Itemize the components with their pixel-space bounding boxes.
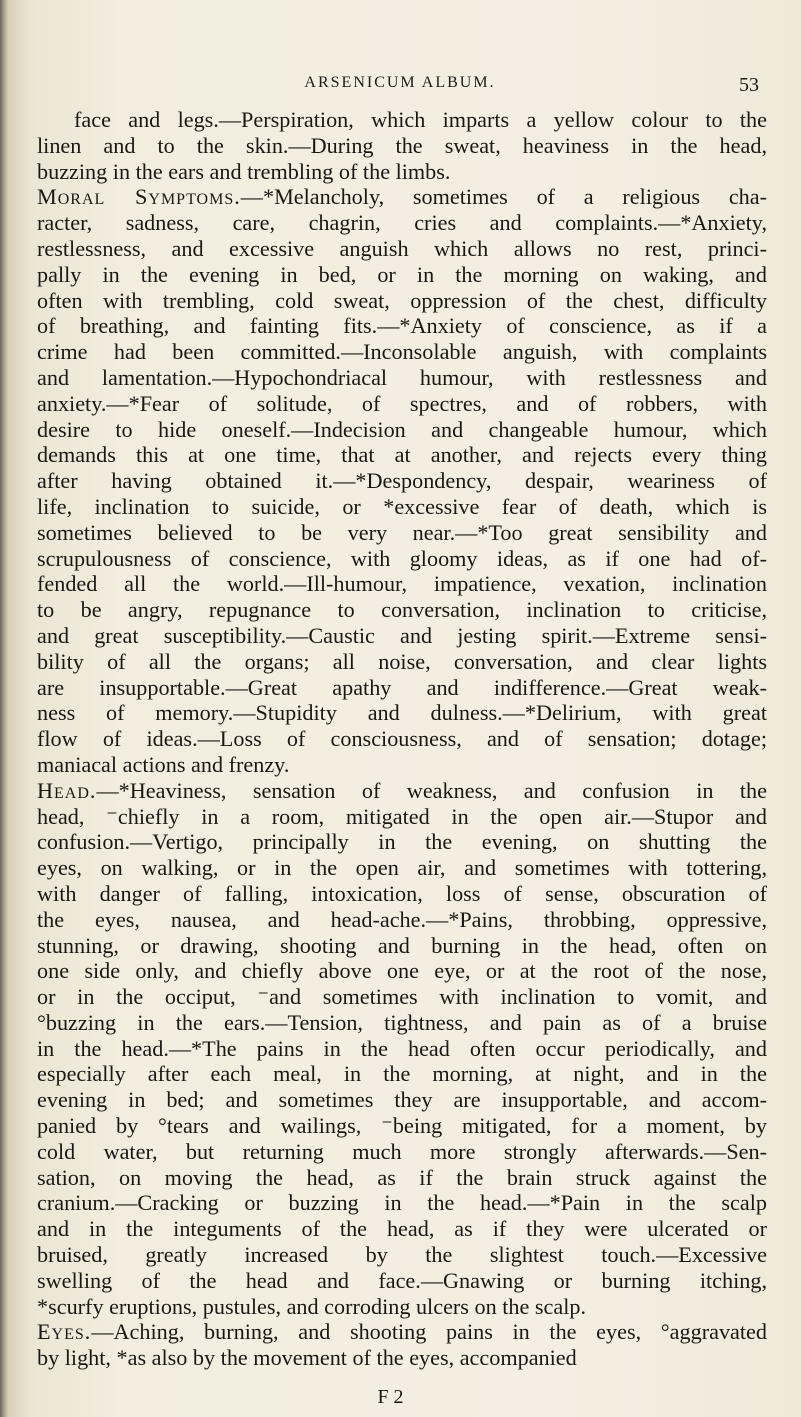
running-head xyxy=(0,74,801,100)
running-title: ARSENICUM ALBUM. xyxy=(304,74,496,91)
text-line: and in the integuments of the head, as if they were ulcerated or xyxy=(37,1216,767,1242)
text-line: are insupportable.—Great apathy and indifference.—Great weak- xyxy=(37,674,767,700)
text-line xyxy=(37,184,767,210)
section-heading: Head. xyxy=(37,777,97,803)
text-line: confusion.—Vertigo, principally in the evening, on shutting the xyxy=(37,829,767,855)
text-line: °buzzing in the ears.—Tension, tightness, and pain as of a bruise xyxy=(37,1009,767,1035)
text-line: and great susceptibility.—Caustic and jesting spirit.—Extreme sensi- xyxy=(37,622,767,648)
text-line: cold water, but returning much more strongly afterwards.—Sen- xyxy=(37,1138,767,1164)
text-line: or in the occiput, ⁻and sometimes with inclination to vomit, and xyxy=(37,984,767,1010)
paragraph-head xyxy=(37,778,767,1320)
paragraph-intro xyxy=(37,107,767,184)
text-line: *scurfy eruptions, pustules, and corroding ulcers on the scalp. xyxy=(37,1293,587,1319)
text-line: anxiety.—*Fear of solitude, of spectres, and of robbers, with xyxy=(37,390,767,416)
text-line: evening in bed; and sometimes they are insupportable, and accom- xyxy=(37,1087,767,1113)
line-text: —*Heaviness, sensation of weakness, and confusion in the xyxy=(96,777,767,803)
text-line: fended all the world.—Ill-humour, impatience, vexation, inclination xyxy=(37,571,767,597)
text-line: linen and to the skin.—During the sweat, heaviness in the head, xyxy=(37,132,767,158)
signature-mark xyxy=(0,1386,801,1409)
text-line xyxy=(37,1319,767,1345)
text-line: one side only, and chiefly above one eye, or at the root of the nose, xyxy=(37,958,767,984)
text-line: with danger of falling, intoxication, loss of sense, obscuration of xyxy=(37,880,767,906)
text-line: and lamentation.—Hypochondriacal humour, with restlessness and xyxy=(37,364,767,390)
text-line: sation, on moving the head, as if the brain struck against the xyxy=(37,1164,767,1190)
text-line: the eyes, nausea, and head-ache.—*Pains, throbbing, oppressive, xyxy=(37,906,767,932)
text-line: often with trembling, cold sweat, oppression of the chest, difficulty xyxy=(37,287,767,313)
text-line: bility of all the organs; all noise, conversation, and clear lights xyxy=(37,648,767,674)
section-heading: Moral Symptoms. xyxy=(37,184,241,210)
text-line: head, ⁻chiefly in a room, mitigated in the open air.—Stupor and xyxy=(37,803,767,829)
text-line: crime had been committed.—Inconsolable anguish, with complaints xyxy=(37,339,767,365)
text-line: by light, *as also by the movement of the eyes, accompanied xyxy=(37,1345,577,1371)
section-heading: Eyes. xyxy=(37,1319,92,1345)
text-line: to be angry, repugnance to conversation, inclination to criticise, xyxy=(37,597,767,623)
paragraph-eyes xyxy=(37,1319,767,1371)
text-line: panied by °tears and wailings, ⁻being mitigated, for a moment, by xyxy=(37,1113,767,1139)
text-line: desire to hide oneself.—Indecision and changeable humour, which xyxy=(37,416,767,442)
line-text: —Aching, burning, and shooting pains in the eyes, °aggravated xyxy=(91,1319,767,1345)
text-line: stunning, or drawing, shooting and burning in the head, often on xyxy=(37,932,767,958)
text-line: cranium.—Cracking or buzzing in the head.—*Pain in the scalp xyxy=(37,1190,767,1216)
text-line: sometimes believed to be very near.—*Too great sensibility and xyxy=(37,519,767,545)
text-line: scrupulousness of conscience, with gloomy ideas, as if one had of- xyxy=(37,545,767,571)
text-line: eyes, on walking, or in the open air, and sometimes with tottering, xyxy=(37,855,767,881)
text-line: buzzing in the ears and trembling of the limbs. xyxy=(37,158,451,184)
text-line: ness of memory.—Stupidity and dulness.—*Delirium, with great xyxy=(37,700,767,726)
text-line xyxy=(37,778,767,804)
text-line: swelling of the head and face.—Gnawing or burning itching, xyxy=(37,1267,767,1293)
page-number: 53 xyxy=(739,74,759,96)
text-line: maniacal actions and frenzy. xyxy=(37,751,290,777)
text-line: bruised, greatly increased by the slightest touch.—Excessive xyxy=(37,1242,767,1268)
text-line: demands this at one time, that at another, and rejects every thing xyxy=(37,442,767,468)
text-line: restlessness, and excessive anguish which allows no rest, princi- xyxy=(37,235,767,261)
binding-shadow xyxy=(0,0,8,1417)
paragraph-moral xyxy=(37,184,767,777)
signature-mark-text: F 2 xyxy=(377,1386,404,1408)
line-text: —*Melancholy, sometimes of a religious cha- xyxy=(240,184,768,210)
text-line: life, inclination to suicide, or *excessive fear of death, which is xyxy=(37,493,767,519)
text-line: especially after each meal, in the morning, at night, and in the xyxy=(37,1061,767,1087)
text-line: after having obtained it.—*Despondency, despair, weariness of xyxy=(37,468,767,494)
text-line: pally in the evening in bed, or in the morning on waking, and xyxy=(37,261,767,287)
text-line: in the head.—*The pains in the head often occur periodically, and xyxy=(37,1035,767,1061)
text-line: of breathing, and fainting fits.—*Anxiety of conscience, as if a xyxy=(37,313,767,339)
text-line: flow of ideas.—Loss of consciousness, and of sensation; dotage; xyxy=(37,726,767,752)
body-text xyxy=(37,107,767,1371)
text-line: face and legs.—Perspiration, which imparts a yellow colour to the xyxy=(74,107,767,132)
text-line: racter, sadness, care, chagrin, cries and complaints.—*Anxiety, xyxy=(37,210,767,236)
